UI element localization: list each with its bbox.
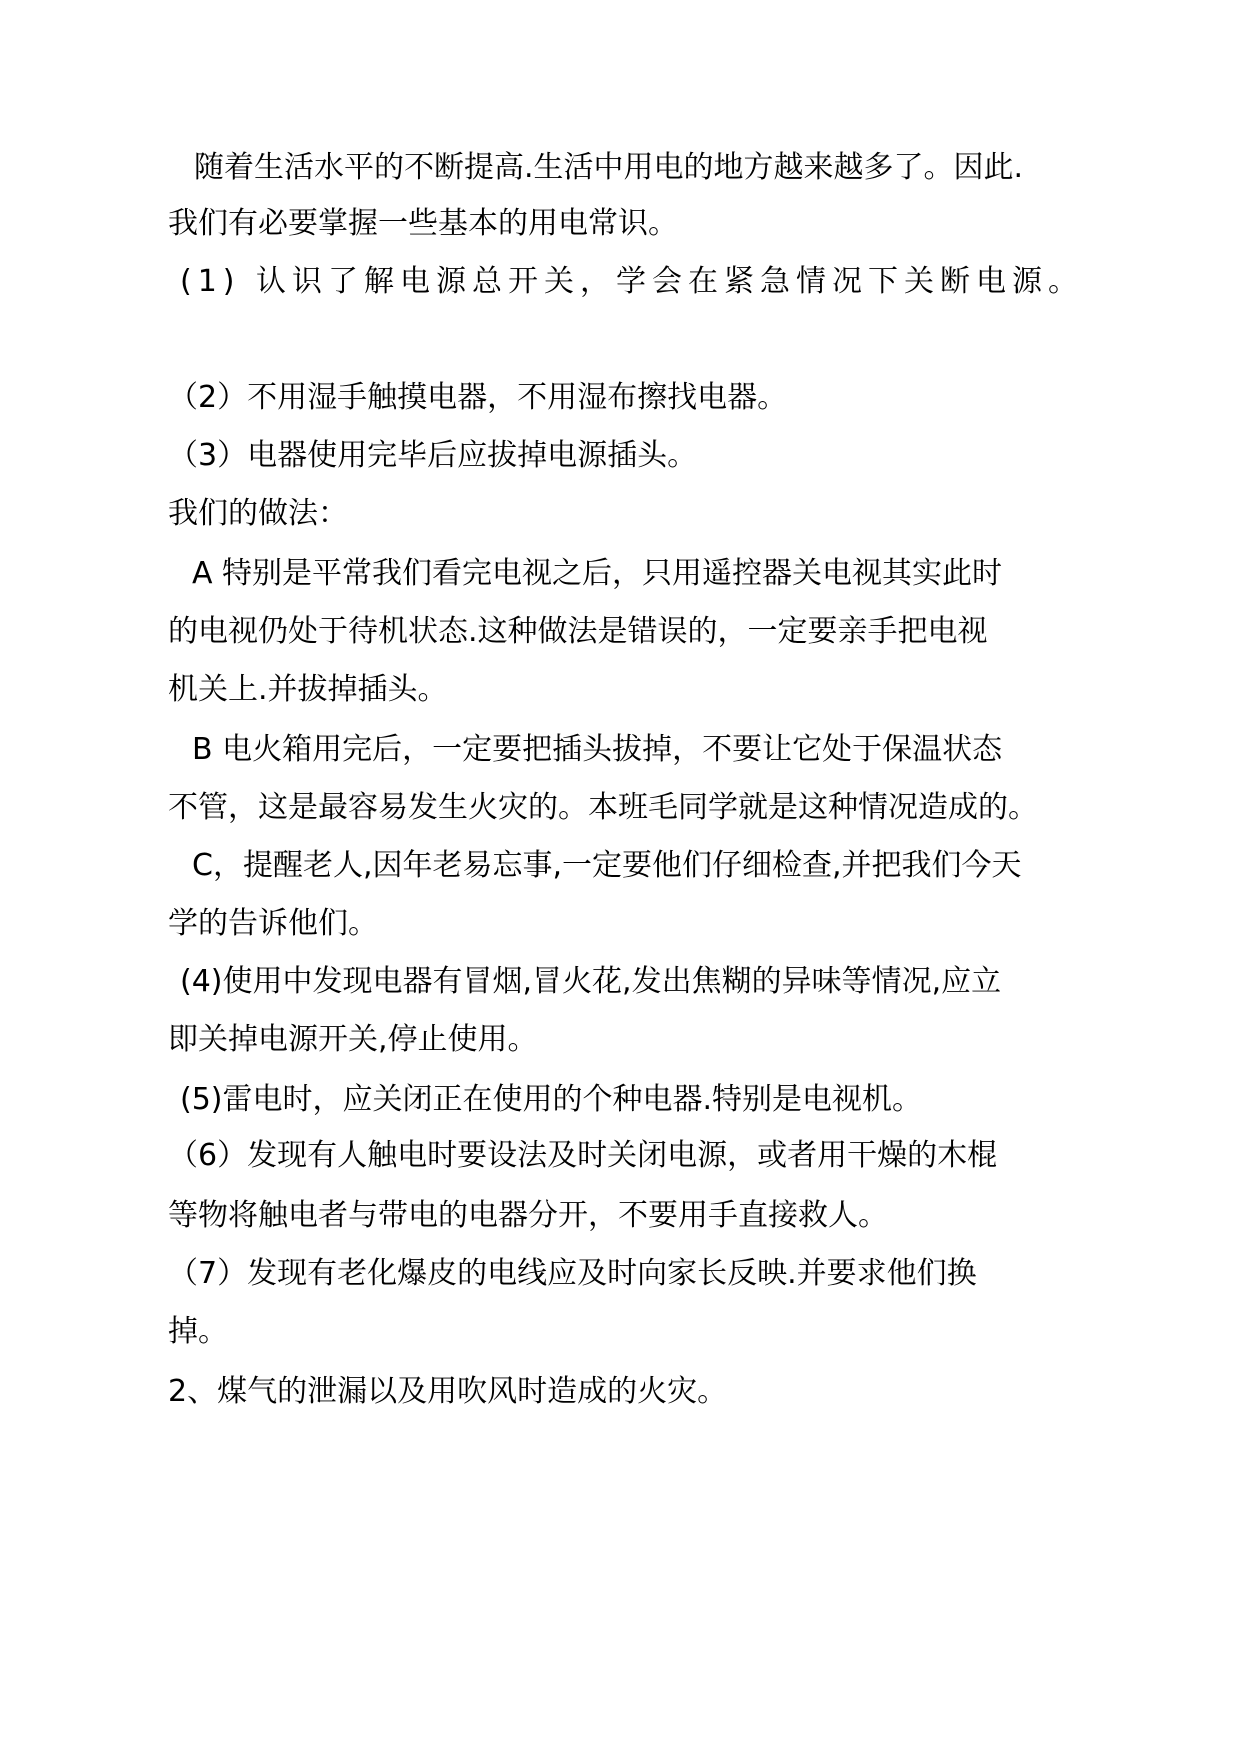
list-item-7-line-2: 掉。 xyxy=(168,1314,228,1349)
practice-c-line-1: C，提醒老人,因年老易忘事,一定要他们仔细检查,并把我们今天 xyxy=(192,848,1022,883)
practice-c-line-2: 学的告诉他们。 xyxy=(168,906,378,941)
section-heading-2: 2、煤气的泄漏以及用吹风时造成的火灾。 xyxy=(168,1374,728,1409)
list-item-7-line-1: （7）发现有老化爆皮的电线应及时向家长反映.并要求他们换 xyxy=(168,1256,977,1291)
section-heading-our-practice: 我们的做法： xyxy=(168,496,348,531)
practice-b-line-1: B 电火箱用完后，一定要把插头拔掉，不要让它处于保温状态 xyxy=(192,732,1003,767)
list-item-1: (1) 认识了解电源总开关，学会在紧急情况下关断电源。 xyxy=(180,264,1085,299)
practice-b-line-2: 不管，这是最容易发生火灾的。本班毛同学就是这种情况造成的。 xyxy=(168,790,1038,825)
list-item-6-line-1: （6）发现有人触电时要设法及时关闭电源，或者用干燥的木棍 xyxy=(168,1138,998,1173)
practice-a-line-3: 机关上.并拔掉插头。 xyxy=(168,672,448,707)
list-item-5: (5)雷电时，应关闭正在使用的个种电器.特别是电视机。 xyxy=(180,1082,923,1117)
paragraph-intro-line-2: 我们有必要掌握一些基本的用电常识。 xyxy=(168,206,678,241)
list-item-3: （3）电器使用完毕后应拔掉电源插头。 xyxy=(168,438,698,473)
practice-a-line-1: A 特别是平常我们看完电视之后，只用遥控器关电视其实此时 xyxy=(192,556,1003,591)
paragraph-intro-line-1: 随着生活水平的不断提高.生活中用电的地方越来越多了。因此. xyxy=(194,150,1024,185)
list-item-4-line-2: 即关掉电源开关,停止使用。 xyxy=(168,1022,538,1057)
practice-a-line-2: 的电视仍处于待机状态.这种做法是错误的，一定要亲手把电视 xyxy=(168,614,988,649)
list-item-4-line-1: (4)使用中发现电器有冒烟,冒火花,发出焦糊的异味等情况,应立 xyxy=(180,964,1002,999)
list-item-6-line-2: 等物将触电者与带电的电器分开，不要用手直接救人。 xyxy=(168,1198,888,1233)
list-item-2: （2）不用湿手触摸电器，不用湿布擦找电器。 xyxy=(168,380,788,415)
